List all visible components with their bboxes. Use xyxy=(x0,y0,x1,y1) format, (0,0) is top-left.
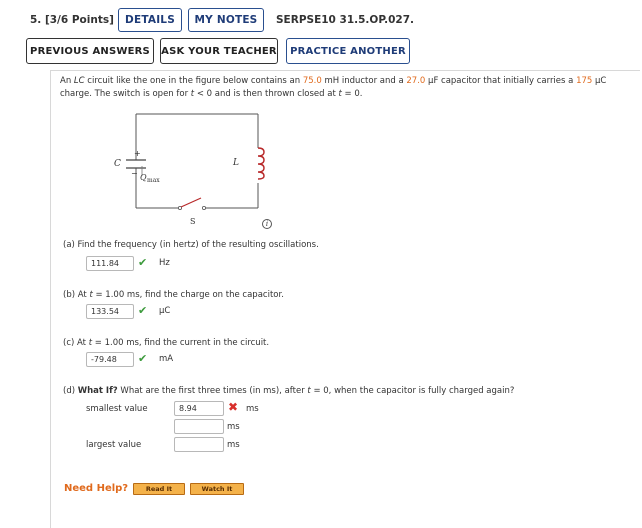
switch-label: S xyxy=(190,217,196,226)
capacitance-value: 27.0 xyxy=(406,76,426,86)
part-b-answer-field[interactable]: 133.54 xyxy=(86,304,134,319)
qmax-label: Q xyxy=(140,173,147,182)
qmax-subscript: max xyxy=(147,177,160,184)
inductor-label: L xyxy=(233,158,239,168)
check-icon: ✔ xyxy=(138,352,148,365)
lc-circuit-figure xyxy=(108,108,288,228)
part-b-unit: μC xyxy=(159,306,171,316)
plus-sign: + xyxy=(134,149,141,158)
need-help-label: Need Help? xyxy=(64,483,129,494)
smallest-value-field[interactable]: 8.94 xyxy=(174,401,224,416)
largest-value-label: largest value xyxy=(86,440,142,450)
part-b-question: (b) At t = 1.00 ms, find the charge on the capacitor. xyxy=(63,290,284,300)
capacitor xyxy=(126,160,146,168)
switch xyxy=(178,198,205,210)
minus-sign: − xyxy=(131,169,138,178)
smallest-value-label: smallest value xyxy=(86,404,148,414)
practice-another-button[interactable]: PRACTICE ANOTHER xyxy=(286,38,410,64)
question-number: 5. [3/6 Points] xyxy=(30,14,114,26)
smallest-value-unit: ms xyxy=(246,404,259,414)
part-a-question: (a) Find the frequency (in hertz) of the resulting oscillations. xyxy=(63,240,319,250)
charge-value: 175 xyxy=(576,76,593,86)
my-notes-button[interactable]: MY NOTES xyxy=(188,8,264,32)
read-it-button[interactable]: Read It xyxy=(133,483,185,495)
largest-value-field[interactable] xyxy=(174,437,224,452)
inductance-value: 75.0 xyxy=(302,76,322,86)
watch-it-button[interactable]: Watch It xyxy=(190,483,244,495)
info-icon[interactable]: i xyxy=(262,219,272,229)
part-c-unit: mA xyxy=(159,354,174,364)
middle-value-unit: ms xyxy=(227,422,240,432)
part-a-answer-field[interactable]: 111.84 xyxy=(86,256,134,271)
previous-answers-button[interactable]: PREVIOUS ANSWERS xyxy=(26,38,154,64)
part-c-answer-field[interactable]: -79.48 xyxy=(86,352,134,367)
ask-your-teacher-button[interactable]: ASK YOUR TEACHER xyxy=(160,38,278,64)
part-a-unit: Hz xyxy=(159,258,170,268)
inductor xyxy=(258,148,264,179)
check-icon: ✔ xyxy=(138,304,148,317)
incorrect-icon: ✖ xyxy=(228,400,239,414)
capacitor-label: C xyxy=(114,159,121,169)
details-button[interactable]: DETAILS xyxy=(118,8,182,32)
problem-statement: An LC circuit like the one in the figure below contains an 75.0 mH inductor and a 27.0 μF capacitor that initially carries a 175 μC charge. The switch is open for t < 0 and is then thrown closed at t = 0. xyxy=(60,76,607,99)
question-header xyxy=(0,0,642,76)
middle-value-field[interactable] xyxy=(174,419,224,434)
part-d-question: (d) What If? What are the first three times (in ms), after t = 0, when the capacitor is fully charged again? xyxy=(63,386,515,396)
question-id: SERPSE10 31.5.OP.027. xyxy=(276,14,415,26)
part-c-question: (c) At t = 1.00 ms, find the current in the circuit. xyxy=(63,338,270,348)
largest-value-unit: ms xyxy=(227,440,240,450)
check-icon: ✔ xyxy=(138,256,148,269)
